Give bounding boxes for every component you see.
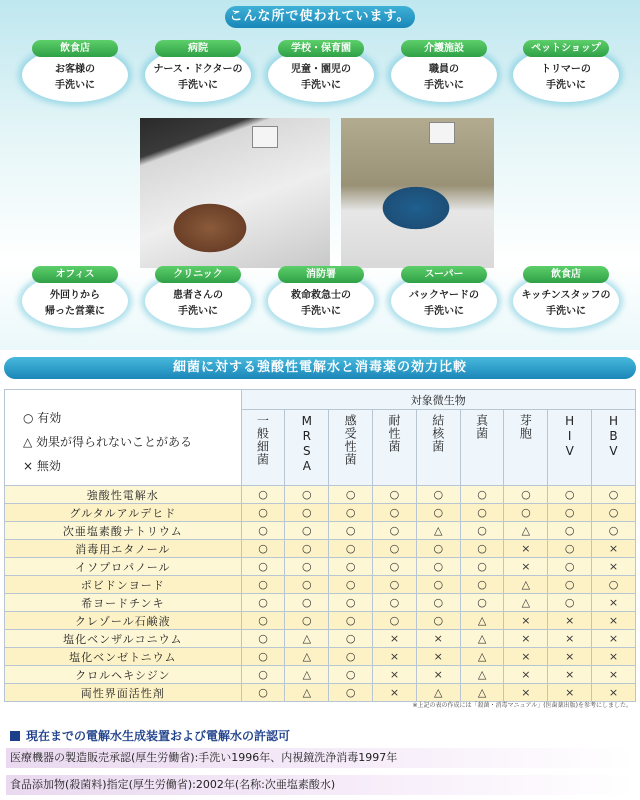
efficacy-cell: ○ [416,576,460,594]
efficacy-cell: ○ [416,612,460,630]
place-desc: 児童・園児の 手洗いに [291,64,351,91]
efficacy-cell: ○ [373,522,417,540]
efficacy-comparison-table [4,389,636,702]
place-card-pet-shop [513,40,619,100]
usage-banner: こんな所で使われています。 [225,6,415,28]
efficacy-cell: ○ [460,522,504,540]
efficacy-cell: ○ [285,576,329,594]
efficacy-cell: ○ [504,486,548,504]
efficacy-cell: ○ [592,504,636,522]
disinfectant-name: ポビドンヨード [5,576,242,594]
efficacy-cell: ○ [241,612,285,630]
microbe-header [329,410,373,486]
handwashing-photo-1 [140,118,330,268]
efficacy-cell: ○ [548,576,592,594]
efficacy-cell: ○ [592,522,636,540]
legend [5,390,242,486]
microbe-label: MRSA [299,414,314,474]
disinfectant-name: 消毒用エタノール [5,540,242,558]
disinfectant-name: イソプロパノール [5,558,242,576]
efficacy-cell: ○ [241,558,285,576]
efficacy-cell: ○ [373,576,417,594]
efficacy-cell: ○ [373,504,417,522]
efficacy-cell: × [548,630,592,648]
efficacy-cell: ○ [329,486,373,504]
efficacy-cell: ○ [373,594,417,612]
microbe-header [592,410,636,486]
microbe-header [548,410,592,486]
efficacy-cell: ○ [592,576,636,594]
place-desc: トリマーの 手洗いに [541,64,591,91]
efficacy-cell: ○ [329,630,373,648]
place-tag: ペットショップ [523,40,609,57]
table-row [5,612,636,630]
legend-ineffective: × 無効 [23,459,61,473]
place-tag: 学校・保育園 [278,40,364,57]
microbe-header [504,410,548,486]
place-desc: 救命救急士の 手洗いに [291,290,351,317]
table-row [5,486,636,504]
microbe-label: 結核菌 [430,414,445,453]
efficacy-cell: ○ [460,558,504,576]
efficacy-cell: △ [416,522,460,540]
efficacy-cell: × [373,666,417,684]
comparison-table-body [5,486,636,702]
efficacy-cell: ○ [416,594,460,612]
efficacy-cell: × [416,648,460,666]
microbe-label: 真菌 [474,414,489,440]
efficacy-cell: × [416,666,460,684]
table-footnote: ※上記の表の作成には「殺菌・消毒マニュアル」(医歯薬出版)を参考にしました。 [412,702,632,709]
efficacy-cell: × [504,630,548,648]
microbe-header [460,410,504,486]
microbe-group-header: 対象微生物 [241,390,635,410]
efficacy-cell: ○ [329,666,373,684]
disinfectant-name: 希ヨードチンキ [5,594,242,612]
efficacy-cell: △ [460,630,504,648]
place-tag: 病院 [155,40,241,57]
efficacy-cell: ○ [241,684,285,702]
table-row [5,576,636,594]
permit-line-medical: 医療機器の製造販売承認(厚生労働省):手洗い1996年、内視鏡洗浄消毒1997年 [6,748,634,768]
efficacy-cell: ○ [460,486,504,504]
efficacy-cell: ○ [329,504,373,522]
place-card-hospital [145,40,251,100]
efficacy-cell: × [373,648,417,666]
place-tag: 消防署 [278,266,364,283]
legend-effective: ○ 有効 [23,411,62,425]
efficacy-cell: × [592,612,636,630]
place-desc: お客様の 手洗いに [55,64,95,91]
efficacy-cell: × [548,684,592,702]
disinfectant-name: 強酸性電解水 [5,486,242,504]
microbe-label: 感受性菌 [343,414,358,466]
table-row [5,630,636,648]
efficacy-cell: × [504,666,548,684]
efficacy-cell: △ [460,684,504,702]
efficacy-cell: ○ [548,486,592,504]
efficacy-cell: ○ [241,486,285,504]
microbe-header [241,410,285,486]
place-card-office [22,266,128,326]
place-tag: 飲食店 [523,266,609,283]
place-card-restaurant-kitchen [513,266,619,326]
efficacy-cell: ○ [592,486,636,504]
place-card-supermarket [391,266,497,326]
efficacy-cell: ○ [373,540,417,558]
efficacy-cell: × [416,630,460,648]
efficacy-cell: ○ [416,540,460,558]
efficacy-cell: △ [416,684,460,702]
efficacy-cell: ○ [241,666,285,684]
place-tag: スーパー [401,266,487,283]
table-row [5,594,636,612]
electrolyzer-device-icon [429,122,455,144]
table-row [5,684,636,702]
efficacy-cell: ○ [241,504,285,522]
efficacy-cell: △ [285,630,329,648]
legend-partial: △ 効果が得られないことがある [23,435,193,449]
disinfectant-name: 塩化ベンゼトニウム [5,648,242,666]
efficacy-cell: ○ [416,558,460,576]
efficacy-cell: ○ [329,594,373,612]
efficacy-cell: ○ [241,594,285,612]
table-row [5,558,636,576]
efficacy-cell: × [592,558,636,576]
efficacy-cell: ○ [460,504,504,522]
place-tag: クリニック [155,266,241,283]
efficacy-cell: ○ [548,594,592,612]
place-tag: 飲食店 [32,40,118,57]
microbe-label: 芽胞 [518,414,533,440]
efficacy-cell: ○ [329,540,373,558]
efficacy-cell: ○ [285,540,329,558]
efficacy-cell: × [504,540,548,558]
efficacy-cell: × [592,684,636,702]
efficacy-cell: ○ [285,522,329,540]
microbe-label: 耐性菌 [386,414,401,453]
efficacy-cell: × [592,630,636,648]
efficacy-cell: ○ [329,684,373,702]
efficacy-cell: △ [504,522,548,540]
comparison-title: 細菌に対する強酸性電解水と消毒薬の効力比較 [172,360,467,375]
efficacy-cell: ○ [548,540,592,558]
efficacy-cell: ○ [373,558,417,576]
place-desc: バックヤードの 手洗いに [409,290,479,317]
table-row [5,540,636,558]
efficacy-cell: ○ [373,612,417,630]
place-card-fire-station [268,266,374,326]
disinfectant-name: クレゾール石鹸液 [5,612,242,630]
efficacy-cell: △ [285,684,329,702]
efficacy-cell: △ [504,576,548,594]
disinfectant-name: グルタルアルデヒド [5,504,242,522]
place-card-care-facility [391,40,497,100]
efficacy-cell: ○ [241,540,285,558]
efficacy-cell: ○ [241,648,285,666]
comparison-section-bar [4,357,636,379]
microbe-header [285,410,329,486]
place-desc: 職員の 手洗いに [424,64,464,91]
microbe-header [373,410,417,486]
disinfectant-name: クロルヘキシジン [5,666,242,684]
efficacy-cell: × [504,648,548,666]
efficacy-cell: ○ [285,612,329,630]
efficacy-cell: × [592,540,636,558]
efficacy-cell: ○ [241,630,285,648]
efficacy-cell: ○ [285,594,329,612]
disinfectant-name: 両性界面活性剤 [5,684,242,702]
efficacy-cell: × [548,648,592,666]
place-tag: オフィス [32,266,118,283]
table-row [5,648,636,666]
efficacy-cell: ○ [329,522,373,540]
microbe-label: HBV [606,414,621,459]
place-desc: ナース・ドクターの 手洗いに [153,64,243,91]
efficacy-cell: × [373,630,417,648]
efficacy-cell: △ [460,648,504,666]
permit-line-food-additive: 食品添加物(殺菌料)指定(厚生労働省):2002年(名称:次亜塩素酸水) [6,775,634,795]
efficacy-cell: ○ [416,504,460,522]
microbe-label: HIV [562,414,577,459]
table-row [5,504,636,522]
efficacy-cell: × [373,684,417,702]
efficacy-cell: ○ [504,504,548,522]
efficacy-cell: △ [460,612,504,630]
efficacy-cell: ○ [548,522,592,540]
place-desc: 患者さんの 手洗いに [173,290,223,317]
efficacy-cell: ○ [460,576,504,594]
efficacy-cell: ○ [548,504,592,522]
efficacy-cell: △ [504,594,548,612]
efficacy-cell: ○ [329,558,373,576]
efficacy-cell: ○ [241,522,285,540]
efficacy-cell: ○ [416,486,460,504]
table-row [5,522,636,540]
efficacy-cell: ○ [460,540,504,558]
efficacy-cell: × [504,558,548,576]
efficacy-cell: ○ [285,486,329,504]
handwashing-photo-2 [341,118,494,268]
efficacy-cell: ○ [329,576,373,594]
efficacy-cell: ○ [285,558,329,576]
efficacy-cell: × [548,612,592,630]
efficacy-cell: ○ [329,648,373,666]
microbe-label: 一般細菌 [255,414,270,466]
place-card-clinic [145,266,251,326]
efficacy-cell: △ [285,648,329,666]
efficacy-cell: ○ [241,576,285,594]
efficacy-cell: ○ [285,504,329,522]
electrolyzer-device-icon [252,126,278,148]
efficacy-cell: × [504,612,548,630]
efficacy-cell: × [592,648,636,666]
efficacy-cell: △ [460,666,504,684]
efficacy-cell: △ [285,666,329,684]
place-desc: キッチンスタッフの 手洗いに [521,290,611,317]
efficacy-cell: ○ [548,558,592,576]
microbe-header [416,410,460,486]
efficacy-cell: ○ [329,612,373,630]
place-card-restaurant [22,40,128,100]
efficacy-cell: × [592,666,636,684]
place-tag: 介護施設 [401,40,487,57]
efficacy-cell: ○ [373,486,417,504]
place-card-school [268,40,374,100]
place-desc: 外回りから 帰った営業に [45,290,105,317]
efficacy-cell: × [504,684,548,702]
efficacy-cell: × [592,594,636,612]
efficacy-cell: ○ [460,594,504,612]
efficacy-cell: × [548,666,592,684]
disinfectant-name: 次亜塩素酸ナトリウム [5,522,242,540]
table-row [5,666,636,684]
disinfectant-name: 塩化ベンザルコニウム [5,630,242,648]
permits-title: 現在までの電解水生成装置および電解水の許認可 [10,727,290,744]
square-bullet-icon [10,731,20,741]
